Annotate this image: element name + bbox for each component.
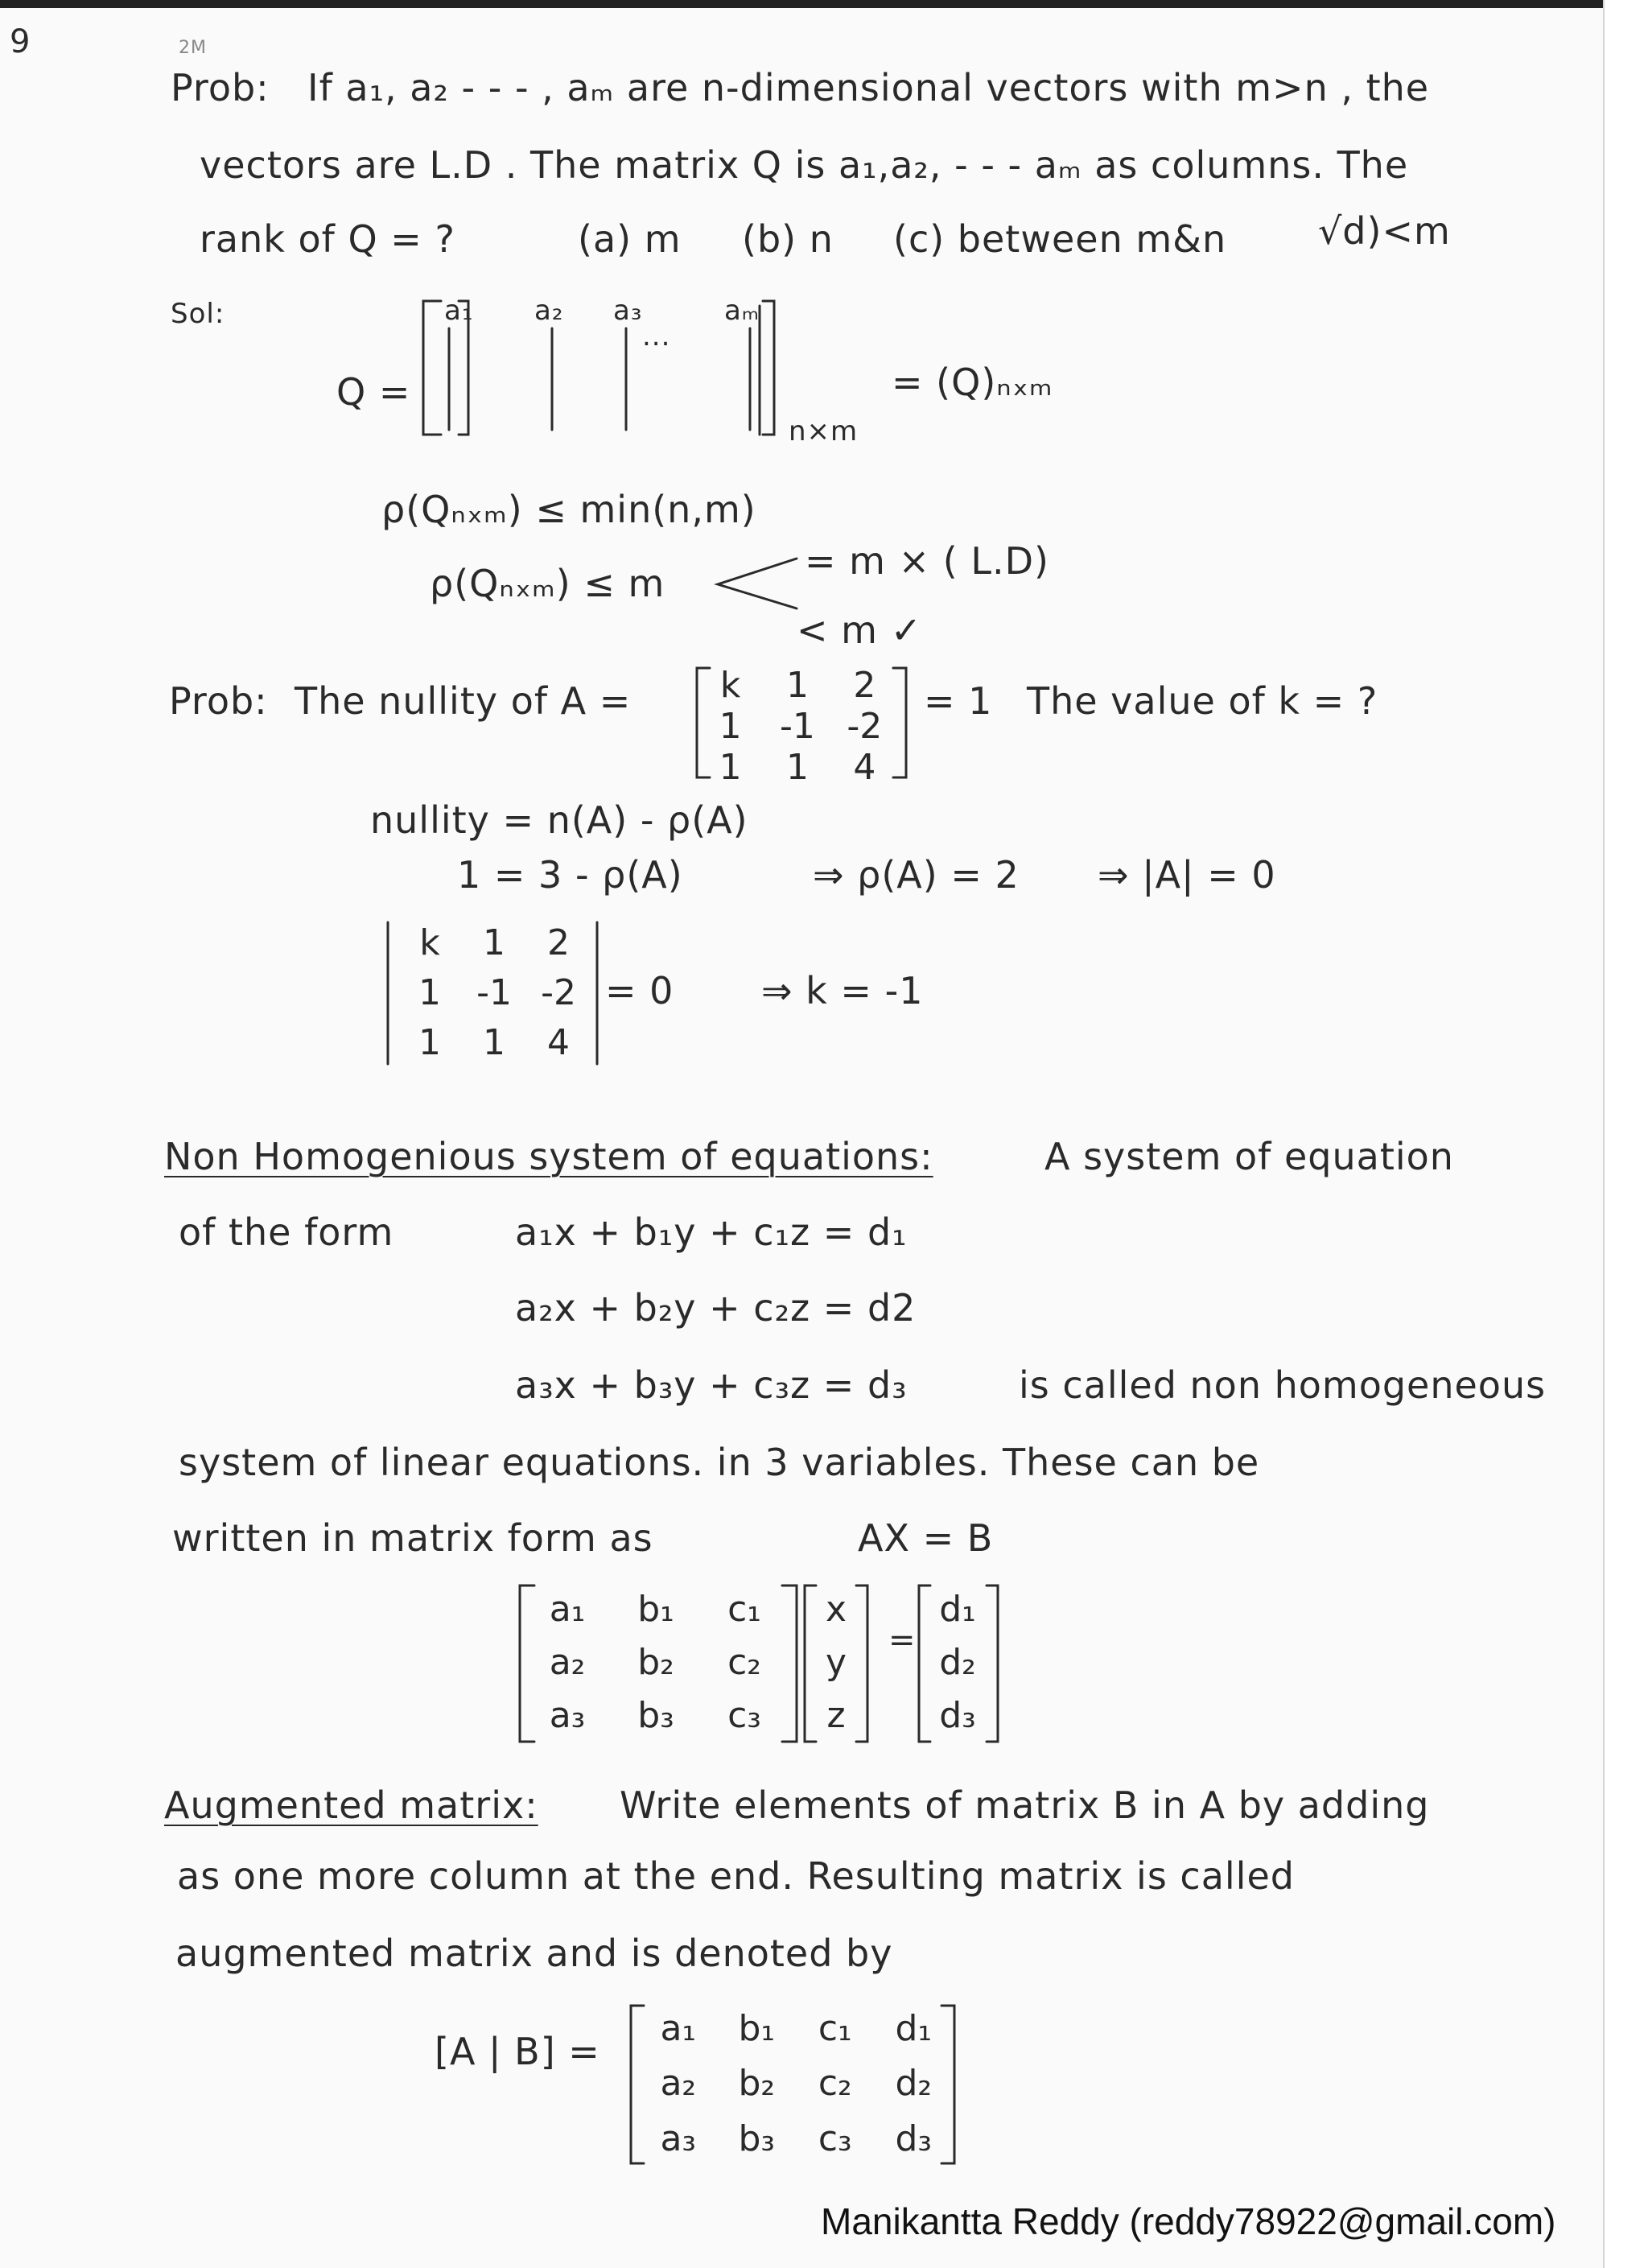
augmented-cell: a₁ <box>660 2007 697 2049</box>
column-label-am: aₘ <box>724 295 760 327</box>
matrix-A-cell: 4 <box>853 747 876 788</box>
constant-cell: d₂ <box>939 1641 976 1683</box>
variable-cell: z <box>826 1694 846 1736</box>
rank-branch-bottom: < m ✓ <box>797 608 923 652</box>
nullity-value: = 1 <box>924 679 993 723</box>
nonhomogeneous-line1: A system of equation <box>1044 1135 1454 1178</box>
columns-ellipsis: ... <box>642 320 671 353</box>
problem1-option-b: (b) n <box>742 217 834 261</box>
nullity-step2: 1 = 3 - ρ(A) <box>457 853 683 897</box>
augmented-cell: c₂ <box>818 2063 852 2105</box>
coefficient-cell: a₁ <box>549 1588 586 1630</box>
augmented-cell: c₃ <box>818 2118 852 2160</box>
problem1-option-d: √d)<m <box>1318 209 1451 253</box>
augmented-cell: d₃ <box>895 2118 933 2160</box>
equation-3: a₃x + b₃y + c₃z = d₃ <box>515 1363 908 1407</box>
nonhomogeneous-line4: written in matrix form as <box>172 1516 653 1560</box>
det-cell: 1 <box>418 1021 441 1063</box>
coefficient-cell: b₃ <box>637 1694 674 1736</box>
k-result: ⇒ k = -1 <box>761 969 924 1012</box>
q-size-equation: = (Q)ₙₓₘ <box>892 361 1053 404</box>
equation-2: a₂x + b₂y + c₂z = d2 <box>515 1286 917 1330</box>
variable-vector-brackets <box>805 1586 867 1742</box>
constant-cell: d₁ <box>939 1588 976 1630</box>
variable-cell: y <box>825 1641 847 1683</box>
coefficient-cell: c₁ <box>727 1588 761 1630</box>
problem2-question: The value of k = ? <box>1027 679 1378 723</box>
det-cell: -1 <box>476 971 512 1013</box>
augmented-cell: c₁ <box>818 2007 852 2049</box>
constant-vector-brackets <box>919 1586 998 1742</box>
augmented-cell: a₃ <box>660 2118 697 2160</box>
footer-author: Manikantta Reddy (reddy78922@gmail.com) <box>821 2200 1556 2242</box>
coefficient-cell: b₂ <box>637 1641 674 1683</box>
determinant-equals: = 0 <box>605 969 674 1012</box>
matrix-A-cell: -1 <box>780 706 815 747</box>
rank-inequality-1: ρ(Qₙₓₘ) ≤ min(n,m) <box>381 488 756 531</box>
det-cell: 1 <box>483 922 505 963</box>
rank-branch-symbol <box>718 559 797 608</box>
nullity-step4: ⇒ |A| = 0 <box>1098 853 1276 897</box>
augmented-cell: b₃ <box>738 2118 776 2160</box>
det-cell: 4 <box>547 1021 570 1063</box>
problem1-line2: vectors are L.D . The matrix Q is a₁,a₂, - - - aₘ as columns. The <box>200 143 1409 187</box>
rank-branch-top: = m × ( L.D) <box>805 539 1049 583</box>
page-number: 9 <box>10 23 31 60</box>
q-matrix-brackets <box>423 301 774 435</box>
problem1-line3: rank of Q = ? <box>200 217 455 261</box>
augmented-cell: a₂ <box>660 2063 697 2105</box>
augmented-line1: Write elements of matrix B in A by adding <box>620 1783 1430 1827</box>
problem2-text: The nullity of A = <box>295 679 632 723</box>
solution1-label: Sol: <box>171 298 225 330</box>
augmented-line2: as one more column at the end. Resulting matrix is called <box>177 1854 1295 1898</box>
augmented-cell: d₂ <box>895 2063 933 2105</box>
constant-cell: d₃ <box>939 1694 976 1736</box>
nullity-step1: nullity = n(A) - ρ(A) <box>370 798 748 842</box>
augmented-matrix-brackets <box>631 2006 954 2163</box>
matrix-A-cell: 2 <box>853 665 876 706</box>
nonhomogeneous-line3: system of linear equations. in 3 variables. These can be <box>179 1441 1260 1484</box>
coefficient-cell: c₂ <box>727 1641 761 1683</box>
equation-3-description: is called non homogeneous <box>1019 1363 1547 1407</box>
coefficient-matrix-brackets <box>520 1586 797 1742</box>
margin-note: 2M <box>179 38 207 58</box>
problem2-label: Prob: <box>169 679 268 723</box>
matrix-A-brackets <box>697 668 906 777</box>
augmented-cell: d₁ <box>895 2007 933 2049</box>
det-cell: 2 <box>547 922 570 963</box>
problem1-option-c: (c) between m&n <box>893 217 1227 261</box>
det-cell: 1 <box>483 1021 505 1063</box>
coefficient-cell: a₂ <box>549 1641 586 1683</box>
augmented-label: [A | B] = <box>435 2030 600 2073</box>
nonhomogeneous-line2: of the form <box>179 1210 394 1254</box>
matrix-size-subscript: n×m <box>789 415 859 447</box>
matrix-form: AX = B <box>858 1516 994 1560</box>
determinant-bars <box>388 922 597 1064</box>
det-cell: -2 <box>541 971 576 1013</box>
augmented-cell: b₂ <box>738 2063 776 2105</box>
rank-inequality-2: ρ(Qₙₓₘ) ≤ m <box>430 562 665 605</box>
column-label-a3: a₃ <box>613 295 643 327</box>
matrix-A-cell: 1 <box>785 747 809 788</box>
augmented-cell: b₁ <box>738 2007 776 2049</box>
column-label-a1: a₁ <box>444 295 474 327</box>
problem1-line1: If a₁, a₂ - - - , aₘ are n-dimensional vectors with m>n , the <box>307 66 1430 109</box>
variable-cell: x <box>825 1588 847 1630</box>
q-label: Q = <box>336 370 411 414</box>
det-cell: k <box>419 922 440 963</box>
nullity-step3: ⇒ ρ(A) = 2 <box>813 853 1020 897</box>
coefficient-cell: b₁ <box>637 1588 674 1630</box>
matrix-A-cell: k <box>719 665 741 706</box>
coefficient-cell: a₃ <box>549 1694 586 1736</box>
problem1-option-a: (a) m <box>578 217 682 261</box>
augmented-line3: augmented matrix and is denoted by <box>175 1932 893 1975</box>
matrix-A-cell: 1 <box>785 665 809 706</box>
matrix-A-cell: 1 <box>719 706 742 747</box>
column-label-a2: a₂ <box>534 295 564 327</box>
augmented-heading: Augmented matrix: <box>164 1783 538 1827</box>
det-cell: 1 <box>418 971 441 1013</box>
problem1-label: Prob: <box>171 66 270 109</box>
coefficient-cell: c₃ <box>727 1694 761 1736</box>
matrix-A-cell: -2 <box>847 706 883 747</box>
matrix-A-cell: 1 <box>719 747 742 788</box>
equation-1: a₁x + b₁y + c₁z = d₁ <box>515 1210 908 1254</box>
matrix-equal-sign: = <box>888 1622 917 1659</box>
nonhomogeneous-heading: Non Homogenious system of equations: <box>164 1135 933 1178</box>
